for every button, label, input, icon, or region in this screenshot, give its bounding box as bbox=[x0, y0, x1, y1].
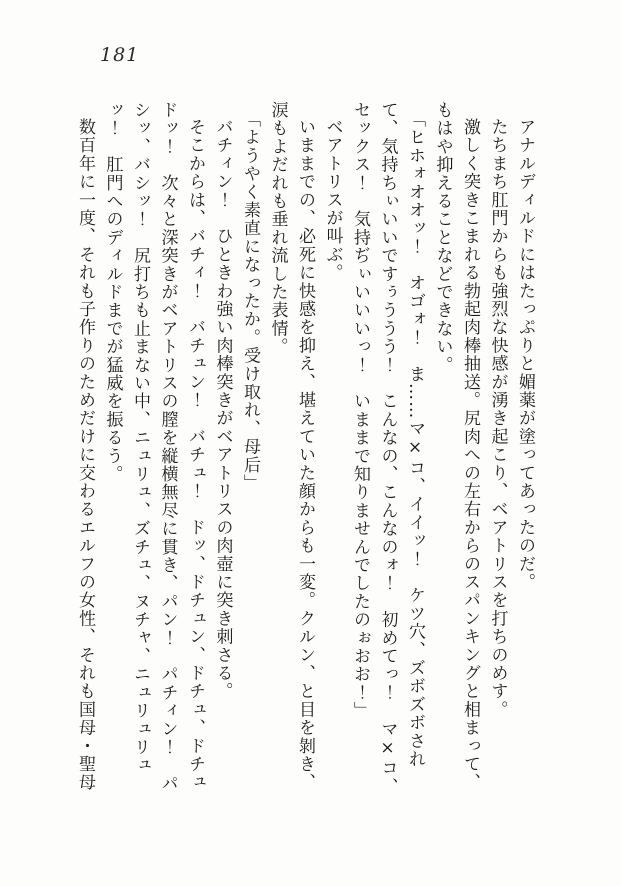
paragraph: ベアトリスが叫ぶ。 bbox=[322, 118, 343, 282]
paragraph: 「ようやく素直になったか。受け取れ、母后」 bbox=[240, 110, 260, 493]
paragraph: アナルディルドにはたっぷりと媚薬が塗ってあったのだ。 bbox=[515, 118, 535, 592]
paragraph: そこからは、バチィ！ バチュン！ バチュ！ ドッ、ドチュン、ドチュ、ドチュドッ！ 次々と深突きがベアトリスの膣を縦横無尽に貫き、パン！ パチィン！ パシッ、バシッ！ 尻打ちも止まない中、ニュリュ、ズチュ、ヌチャ、ニュリュリュッ！ 肛門へのディルドまでが猛威を振るう。 bbox=[102, 101, 205, 793]
paragraph: 激しく突きこまれる勃起肉棒抽送。尻肉への左右からのスパンキングと相まって、もはや抑えることなどできない。 bbox=[432, 101, 480, 792]
paragraph: いままでの、必死に快感を抑え、堪えていた顔からも一変。クルン、と目を剝き、涙もよだれも垂れ流した表情。 bbox=[267, 101, 315, 792]
paragraph: バチィン！ ひときわ強い肉棒突きがベアトリスの肉壺に突き刺さる。 bbox=[212, 118, 233, 701]
page-number: 181 bbox=[100, 44, 140, 66]
body-text-vertical bbox=[72, 101, 538, 801]
paragraph: 数百年に一度、それも子作りのためだけに交わるエルフの女性、それも国母・聖母 bbox=[75, 118, 95, 792]
paragraph: たちまち肛門からも強烈な快感が湧き起こり、ベアトリスを打ちのめす。 bbox=[487, 118, 508, 719]
paragraph: 「ヒホォオオッ！ オゴォ！ ま……マ×コ、イイッ！ ケツ穴、ズボズボされて、気持ちぃいいですぅううう！ こんなの、こんなのォ！ 初めてっ！ マ×コ、セックス！ 気持ぢぃいいいっ！ いままで知りませんでしたのぉおお！」 bbox=[350, 101, 425, 796]
